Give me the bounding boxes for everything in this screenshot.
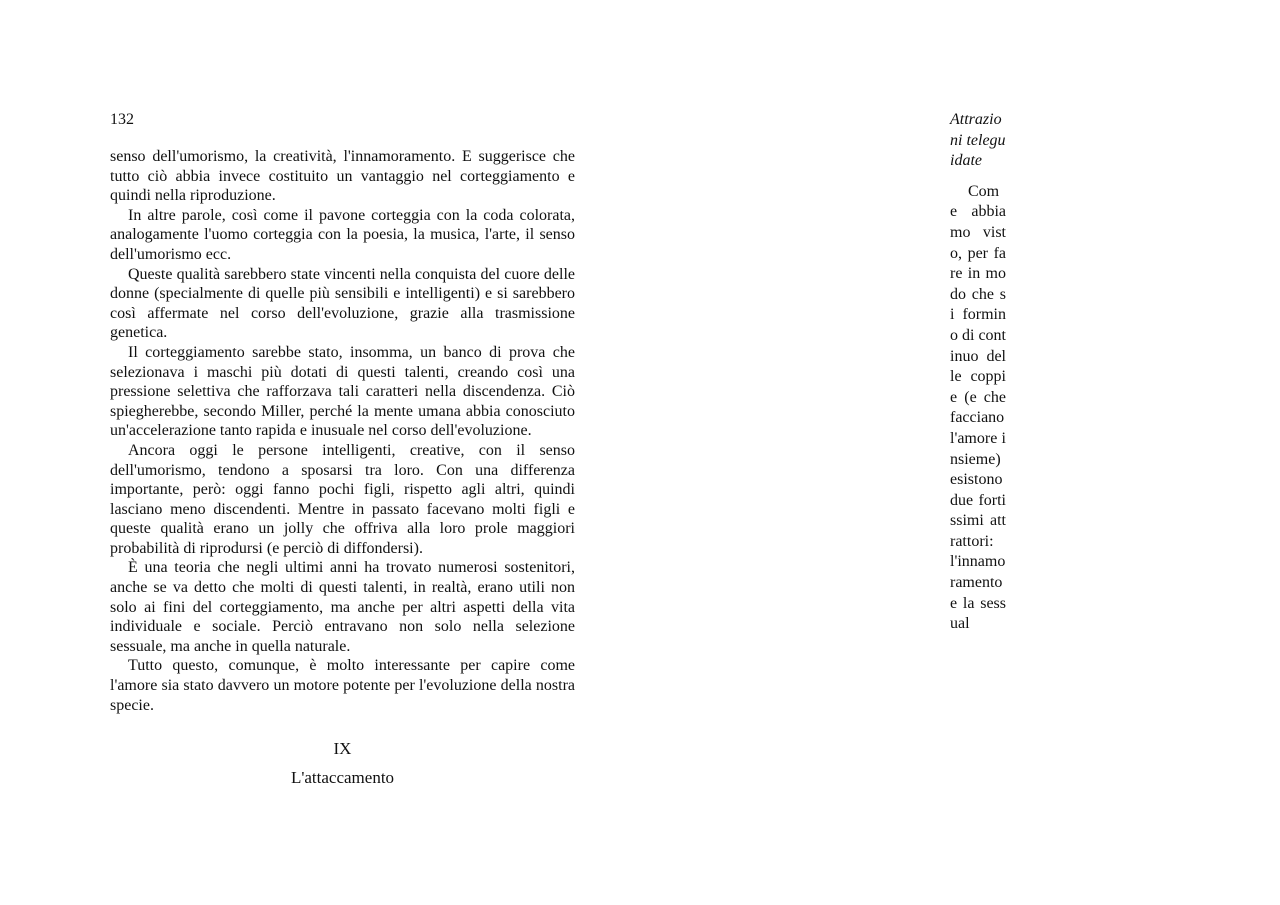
section-title: Attrazioni teleguidate xyxy=(950,111,1006,170)
paragraph: Il corteggiamento sarebbe stato, insomma, un banco di prova che selezionava i maschi più dotati di questi talenti, creando così una pressione selettiva che rafforzava tali caratteri nella discendenza. Ciò spiegherebbe, secondo Miller, perché la mente umana abbia conosciuto un'accelerazione tanto rapida e inusuale nel corso dell'evoluzione. xyxy=(110,343,575,440)
paragraph: Queste qualità sarebbero state vincenti nella conquista del cuore delle donne (specialmente di quelle più sensibili e intelligenti) e si sarebbero così affermate nel corso dell'evoluzione, grazie alla trasmissione genetica. xyxy=(110,265,575,342)
paragraph: È una teoria che negli ultimi anni ha trovato numerosi sostenitori, anche se va detto che molti di questi talenti, in realtà, erano utili non solo ai fini del corteggiamento, ma anche per altri aspetti della vita individuale e sociale. Perciò entravano non solo nella selezione sessuale, ma anche in quella naturale. xyxy=(110,559,575,655)
paragraph: In altre parole, così come il pavone corteggia con la coda colorata, analogamente l'uomo corteggia con la poesia, la musica, l'arte, il senso dell'umorismo ecc. xyxy=(110,206,575,263)
paragraph: Tutto questo, comunque, è molto interessante per capire come l'amore sia stato davvero un motore potente per l'evoluzione della nostra specie. xyxy=(110,657,575,714)
right-page-body: Come abbiamo visto, per fare in modo che si formino di continuo delle coppie (e che facciano l'amore insieme) esistono due fortissimi attrattori: l'innamoramento e la sessual xyxy=(950,182,1006,633)
left-page-body xyxy=(110,147,575,715)
chapter-number: IX xyxy=(333,739,352,758)
paragraph: Ancora oggi le persone intelligenti, creative, con il senso dell'umorismo, tendono a sposarsi tra loro. Con una differenza importante, però: oggi fanno pochi figli, rispetto agli altri, quindi lasciano meno discendenti. Mentre in passato facevano molti figli e queste qualità erano un jolly che offriva alla loro prole maggiori probabilità di riprodursi (e perciò di diffondersi). xyxy=(110,441,575,557)
right-page-column xyxy=(950,110,1006,818)
paragraph: senso dell'umorismo, la creatività, l'innamoramento. E suggerisce che tutto ciò abbia invece costituito un vantaggio nel corteggiamento e quindi nella riproduzione. xyxy=(110,148,575,205)
page-number: 132 xyxy=(110,111,134,128)
chapter-title: L'attaccamento xyxy=(290,768,395,787)
